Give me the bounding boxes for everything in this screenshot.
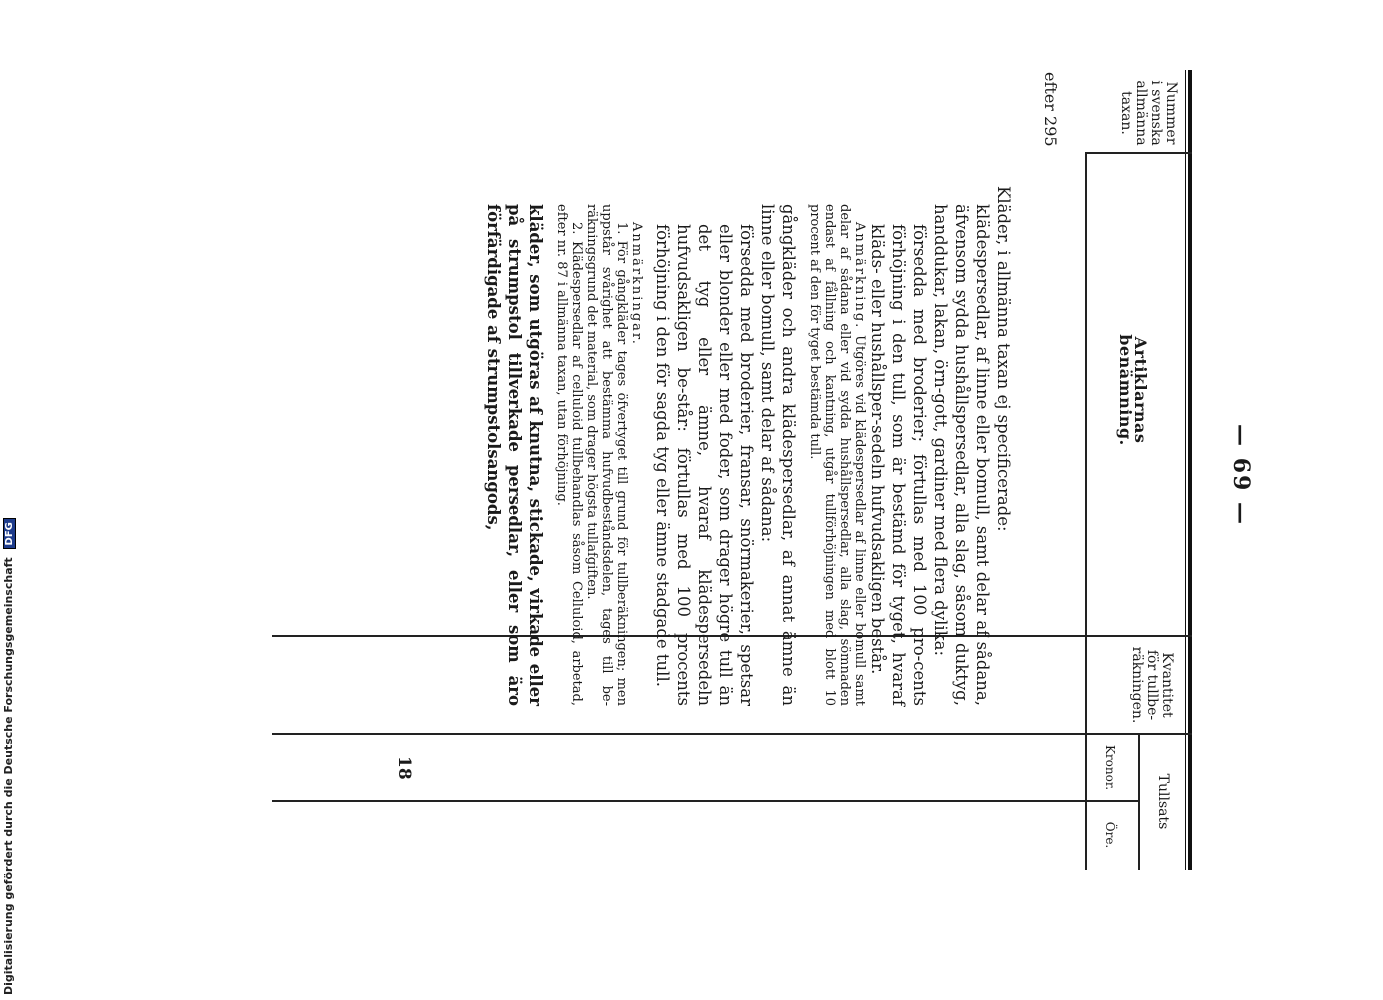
- notes-label: Anmärkningar.: [629, 222, 644, 346]
- spacer: [644, 186, 652, 706]
- col-divider-4: [272, 800, 1140, 802]
- header-kronor: Kronor.: [1103, 744, 1117, 791]
- header-description: Artiklarnas benämning.: [1116, 334, 1150, 446]
- footer-number: 18: [394, 756, 414, 780]
- dfg-logo: DFG: [3, 518, 16, 549]
- header-number-line: taxan.: [1118, 91, 1134, 135]
- body-p2a: försedda med broderier, fransar, snörmakerier, spetsar eller blonder eller med foder, som drager högre tull än det tyg eller ämne, hvaraf klädespersedeln hufvudsakligen be-står: förtullas med 100 procents förhöjning i den för sagda tyg eller ämne stadgade tull.: [653, 224, 756, 706]
- header-rule: [1086, 152, 1088, 870]
- header-quantity-line: Kvantitet: [1159, 652, 1175, 718]
- header-ore: Öre.: [1103, 821, 1117, 849]
- note-b: 2. Klädespersedlar af celluloid tullbehandlas såsom Celluloid, arbetad, efter nr. 87 i allmänna taxan, utan förhöjning.: [554, 204, 584, 706]
- body-title: Kläder, i allmänna taxan ej specificerade:: [994, 186, 1013, 532]
- top-rule: [1188, 70, 1192, 870]
- header-tariff: Tullsats: [1155, 773, 1171, 830]
- col-divider-3: [272, 733, 1192, 735]
- row-number: efter 295: [1041, 72, 1060, 147]
- header-quantity-col: [1129, 640, 1174, 730]
- note1-label: Anmärkning.: [852, 222, 867, 330]
- body-p1a: försedda med broderier; förtullas med 100 pro-cents förhöjning i den tull, som är bestämd för tyget, hvaraf kläds- eller hushållsper-sedeln hufvudsakligen består.: [868, 224, 929, 706]
- body-note1: [807, 186, 867, 706]
- page-number: — 69 —: [1228, 424, 1254, 526]
- header-number-line: i svenska: [1148, 80, 1164, 146]
- note1-text: Utgöres vid klädespersedlar af linne eller bomull samt delar af sådana eller vid sydda hushållspersedlar, alla slag, sömnaden endast af fållning och kantning, utgår tullförhöjningen med blott 10 procent af den för tyget bestämda tull.: [807, 204, 867, 706]
- header-quantity-line: för tullbe-: [1144, 649, 1160, 721]
- header-number-line: allmänna: [1133, 80, 1149, 146]
- header-quantity-line: räkningen.: [1129, 646, 1145, 724]
- note-a: 1. För gångkläder tages öfvertyget till grund för tullberäkningen; men uppstår svårighet att bestämma hufvudbeståndsdelen, tages till be-räkningsgrund det material, som drager högsta tullafgiften.: [584, 204, 629, 706]
- rotated-sheet: [272, 70, 1254, 870]
- header-number-col: [1118, 78, 1178, 148]
- header-number-line: Nummer: [1163, 81, 1179, 145]
- description-body: [483, 186, 1014, 706]
- top-rule-thin: [1185, 70, 1186, 870]
- col-divider-1: [1087, 152, 1192, 154]
- watermark-text: Digitalisierung gefördert durch die Deutsche Forschungsgemeinschaft: [2, 557, 15, 995]
- body-p3: kläder, som utgöras af knutna, stickade, virkade eller på strumpstol tillverkade persedlar, eller som äro förfärdigade af strumpstolsangods,: [484, 204, 545, 706]
- body-p1: klädespersedlar, af linne eller bomull, samt delar af sådana, äfvensom sydda hushållspersedlar, alla slag, såsom duktyg, handdukar, lakan, örn-gott, gardiner med flera dylika:: [931, 204, 992, 706]
- body-p2: gångkläder och andra klädespersedlar, af annat ämne än linne eller bomull, samt delar af sådana:: [758, 204, 798, 706]
- spacer: [546, 186, 554, 706]
- tariff-subrule: [1139, 733, 1141, 870]
- digitization-watermark: [2, 518, 16, 995]
